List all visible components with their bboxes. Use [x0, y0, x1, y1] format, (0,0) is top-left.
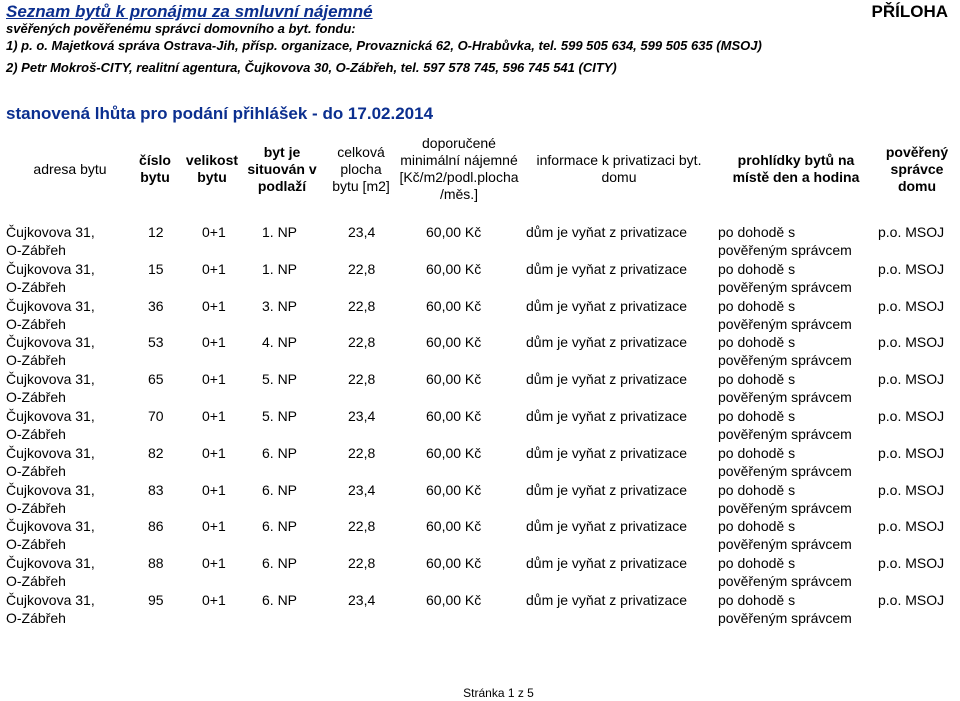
page-number: Stránka 1 z 5 — [463, 686, 534, 700]
privatization-info: dům je vyňat z privatizace — [526, 297, 688, 314]
apartment-number: 86 — [148, 518, 164, 535]
viewing-info: po dohodě s — [718, 334, 796, 351]
privatization-info: dům je vyňat z privatizace — [526, 518, 688, 535]
viewing-info-line2: pověřeným správcem — [718, 278, 852, 295]
document-title: Seznam bytů k pronájmu za smluvní nájemné — [6, 2, 373, 21]
manager: p.o. MSOJ — [878, 224, 945, 240]
rent: 60,00 Kč — [426, 371, 482, 388]
address-street: Čujkovova 31, — [6, 518, 95, 535]
rent: 60,00 Kč — [426, 297, 482, 314]
privatization-info: dům je vyňat z privatizace — [526, 408, 688, 424]
address-street: Čujkovova 31, — [6, 334, 95, 351]
apartment-number: 88 — [148, 555, 164, 572]
privatization-info: dům je vyňat z privatizace — [526, 371, 688, 388]
address-district: O-Zábřeh — [6, 278, 66, 295]
viewing-info-line2: pověřeným správcem — [718, 315, 852, 332]
address-district: O-Zábřeh — [6, 352, 66, 369]
column-header-viewing: prohlídky bytů na místě den a hodina — [732, 152, 860, 185]
address-street: Čujkovova 31, — [6, 224, 95, 240]
rent: 60,00 Kč — [426, 555, 482, 572]
privatization-info: dům je vyňat z privatizace — [526, 334, 688, 351]
viewing-info: po dohodě s — [718, 592, 796, 608]
manager-city-line: 2) Petr Mokroš-CITY, realitní agentura, Čujkovova 30, O-Zábřeh, tel. 597 578 745, 596 745 541 (CITY) — [6, 60, 617, 75]
deadline-text: stanovená lhůta pro podání přihlášek - do 17.02.2014 — [6, 104, 434, 123]
table-row — [0, 333, 960, 369]
floor: 1. NP — [262, 224, 298, 240]
viewing-info: po dohodě s — [718, 224, 796, 240]
floor: 6. NP — [262, 481, 298, 498]
area: 23,4 — [348, 592, 376, 608]
area: 22,8 — [348, 444, 376, 461]
apartment-size: 0+1 — [202, 592, 226, 608]
apartment-size: 0+1 — [202, 408, 226, 424]
apartment-size: 0+1 — [202, 297, 226, 314]
table-row — [0, 260, 960, 296]
viewing-info: po dohodě s — [718, 408, 796, 424]
privatization-info: dům je vyňat z privatizace — [526, 481, 688, 498]
table-row — [0, 407, 960, 443]
area: 22,8 — [348, 555, 376, 572]
address-street: Čujkovova 31, — [6, 371, 95, 388]
area: 22,8 — [348, 260, 376, 277]
privatization-info: dům je vyňat z privatizace — [526, 224, 688, 240]
area: 22,8 — [348, 371, 376, 388]
apartment-size: 0+1 — [202, 481, 226, 498]
table-row — [0, 297, 960, 333]
table-row — [0, 223, 960, 259]
apartment-number: 70 — [148, 408, 164, 424]
apartment-size: 0+1 — [202, 371, 226, 388]
viewing-info-line2: pověřeným správcem — [718, 610, 852, 626]
rent: 60,00 Kč — [426, 224, 482, 240]
address-street: Čujkovova 31, — [6, 592, 95, 608]
rent: 60,00 Kč — [426, 518, 482, 535]
manager: p.o. MSOJ — [878, 592, 945, 608]
annex-label: PŘÍLOHA — [871, 2, 948, 21]
address-street: Čujkovova 31, — [6, 408, 95, 424]
privatization-info: dům je vyňat z privatizace — [526, 444, 688, 461]
manager: p.o. MSOJ — [878, 260, 945, 277]
area: 22,8 — [348, 297, 376, 314]
column-header-floor: byt je situován v podlaží — [247, 143, 317, 194]
viewing-info: po dohodě s — [718, 481, 796, 498]
apartment-number: 36 — [148, 297, 164, 314]
column-header-address: adresa bytu — [33, 160, 107, 177]
apartment-size: 0+1 — [202, 518, 226, 535]
address-street: Čujkovova 31, — [6, 555, 95, 572]
manager: p.o. MSOJ — [878, 297, 945, 314]
manager: p.o. MSOJ — [878, 371, 945, 388]
floor: 6. NP — [262, 444, 298, 461]
subtitle-line: svěřených pověřenému správci domovního a byt. fondu: — [6, 21, 356, 36]
address-street: Čujkovova 31, — [6, 260, 95, 277]
manager: p.o. MSOJ — [878, 555, 945, 572]
table-row — [0, 370, 960, 406]
rent: 60,00 Kč — [426, 260, 482, 277]
area: 22,8 — [348, 334, 376, 351]
privatization-info: dům je vyňat z privatizace — [526, 555, 688, 572]
apartment-number: 95 — [148, 592, 164, 608]
apartment-number: 82 — [148, 444, 164, 461]
address-district: O-Zábřeh — [6, 536, 66, 553]
viewing-info-line2: pověřeným správcem — [718, 352, 852, 369]
apartment-size: 0+1 — [202, 555, 226, 572]
rent: 60,00 Kč — [426, 444, 482, 461]
manager: p.o. MSOJ — [878, 334, 945, 351]
address-district: O-Zábřeh — [6, 573, 66, 590]
area: 23,4 — [348, 481, 376, 498]
address-street: Čujkovova 31, — [6, 297, 95, 314]
viewing-info-line2: pověřeným správcem — [718, 573, 852, 590]
manager: p.o. MSOJ — [878, 444, 945, 461]
floor: 5. NP — [262, 371, 298, 388]
address-street: Čujkovova 31, — [6, 481, 95, 498]
viewing-info-line2: pověřeným správcem — [718, 389, 852, 406]
apartment-size: 0+1 — [202, 260, 226, 277]
table-row — [0, 517, 960, 553]
apartment-size: 0+1 — [202, 334, 226, 351]
manager: p.o. MSOJ — [878, 408, 945, 424]
apartment-number: 15 — [148, 260, 164, 277]
viewing-info-line2: pověřeným správcem — [718, 499, 852, 516]
viewing-info: po dohodě s — [718, 444, 796, 461]
address-district: O-Zábřeh — [6, 426, 66, 442]
viewing-info: po dohodě s — [718, 518, 796, 535]
apartment-number: 83 — [148, 481, 164, 498]
floor: 4. NP — [262, 334, 298, 351]
viewing-info: po dohodě s — [718, 297, 796, 314]
rent: 60,00 Kč — [426, 481, 482, 498]
column-header-size: velikost bytu — [185, 152, 239, 185]
address-district: O-Zábřeh — [6, 610, 66, 626]
area: 23,4 — [348, 408, 376, 424]
column-header-rent: doporučené minimální nájemné [Kč/m2/podl.plocha /měs.] — [399, 135, 519, 202]
viewing-info: po dohodě s — [718, 555, 796, 572]
address-district: O-Zábřeh — [6, 242, 66, 258]
rent: 60,00 Kč — [426, 592, 482, 608]
address-district: O-Zábřeh — [6, 499, 66, 516]
manager-msoj-line: 1) p. o. Majetková správa Ostrava-Jih, přísp. organizace, Provaznická 62, O-Hrabůvka, tel. 599 505 634, 599 505 635 (MSOJ) — [6, 38, 762, 53]
table-row — [0, 444, 960, 480]
manager: p.o. MSOJ — [878, 481, 945, 498]
viewing-info-line2: pověřeným správcem — [718, 536, 852, 553]
column-header-number: číslo bytu — [139, 152, 171, 185]
floor: 6. NP — [262, 592, 298, 608]
viewing-info-line2: pověřeným správcem — [718, 462, 852, 479]
apartment-size: 0+1 — [202, 444, 226, 461]
address-district: O-Zábřeh — [6, 389, 66, 406]
column-header-area: celková plocha bytu [m2] — [332, 143, 390, 194]
address-district: O-Zábřeh — [6, 315, 66, 332]
table-row — [0, 591, 960, 627]
viewing-info-line2: pověřeným správcem — [718, 242, 852, 258]
viewing-info-line2: pověřeným správcem — [718, 426, 852, 442]
rent: 60,00 Kč — [426, 408, 482, 424]
apartment-number: 65 — [148, 371, 164, 388]
area: 22,8 — [348, 518, 376, 535]
column-header-privatization: informace k privatizaci byt. domu — [536, 152, 702, 185]
floor: 6. NP — [262, 555, 298, 572]
floor: 3. NP — [262, 297, 298, 314]
floor: 5. NP — [262, 408, 298, 424]
floor: 1. NP — [262, 260, 298, 277]
privatization-info: dům je vyňat z privatizace — [526, 592, 688, 608]
apartment-number: 53 — [148, 334, 164, 351]
apartment-size: 0+1 — [202, 224, 226, 240]
address-street: Čujkovova 31, — [6, 444, 95, 461]
manager: p.o. MSOJ — [878, 518, 945, 535]
floor: 6. NP — [262, 518, 298, 535]
table-row — [0, 481, 960, 517]
table-row — [0, 554, 960, 590]
address-district: O-Zábřeh — [6, 462, 66, 479]
column-header-manager: pověřený správce domu — [885, 143, 949, 194]
viewing-info: po dohodě s — [718, 371, 796, 388]
apartment-number: 12 — [148, 224, 164, 240]
rent: 60,00 Kč — [426, 334, 482, 351]
privatization-info: dům je vyňat z privatizace — [526, 260, 688, 277]
viewing-info: po dohodě s — [718, 260, 796, 277]
area: 23,4 — [348, 224, 376, 240]
